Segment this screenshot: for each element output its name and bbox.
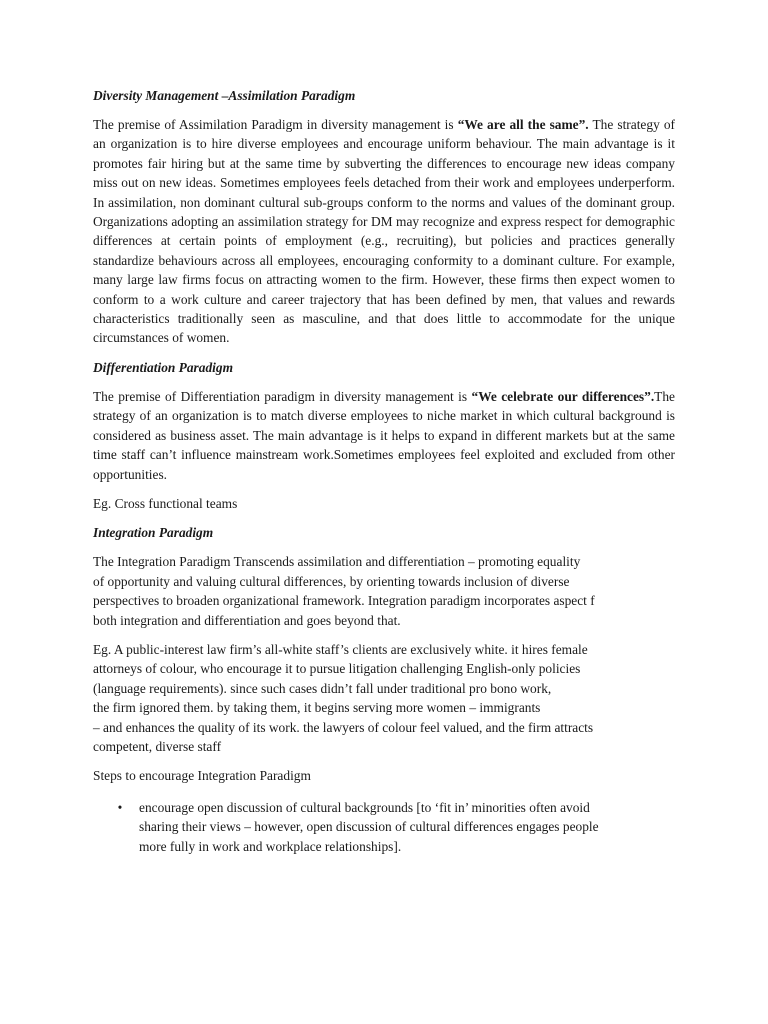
bullet-line: sharing their views – however, open discussion of cultural differences engages people xyxy=(139,819,599,835)
assimilation-paragraph xyxy=(93,115,675,348)
assimilation-motto: “We are all the same”. xyxy=(457,117,589,132)
assimilation-text-start: The premise of Assimilation Paradigm in diversity management is xyxy=(93,117,458,132)
example-line: competent, diverse staff xyxy=(93,738,222,754)
integration-line: The Integration Paradigm Transcends assimilation and differentiation – promoting equality xyxy=(93,554,581,570)
integration-line: perspectives to broaden organizational framework. Integration paradigm incorporates aspect f xyxy=(93,593,595,609)
differentiation-heading: Differentiation Paradigm xyxy=(93,359,233,375)
integration-example xyxy=(93,640,675,756)
example-line: (language requirements). since such cases didn’t fall under traditional pro bono work, xyxy=(93,680,552,696)
integration-line: both integration and differentiation and goes beyond that. xyxy=(93,612,401,628)
differentiation-text-start: The premise of Differentiation paradigm in diversity management is xyxy=(93,388,472,404)
integration-paragraph xyxy=(93,552,675,630)
steps-title: Steps to encourage Integration Paradigm xyxy=(93,768,311,784)
assimilation-text-rest: The strategy of an organization is to hire diverse employees and encourage uniform behaviour. The main advantage is it promotes fair hiring but at the same time by subverting the differences to encourage new ideas company miss out on new ideas. Sometimes employees feels detached from their work and employees underperform. In assimilation, non dominant cultural sub-groups conform to the norms and values of the dominant group. Organizations adopting an assimilation strategy for DM may recognize and express respect for demographic differences at certain points of employment (e.g., recruiting), but policies and practices generally standardize behaviours across all employees, encouraging conformity to a dominant culture. For example, many large law firms focus on attracting women to the firm. However, these firms then expect women to conform to a work culture and career trajectory that has been defined by men, that values and rewards characteristics traditionally seen as masculine, and that does little to accommodate for the unique circumstances of women. xyxy=(93,117,675,346)
assimilation-heading: Diversity Management –Assimilation Paradigm xyxy=(93,88,356,103)
bullet-line: more fully in work and workplace relationships]. xyxy=(139,838,402,854)
document-page xyxy=(93,86,675,856)
bullet-line: encourage open discussion of cultural backgrounds [to ‘fit in’ minorities often avoid xyxy=(139,799,590,815)
integration-heading: Integration Paradigm xyxy=(93,525,214,541)
example-line: attorneys of colour, who encourage it to pursue litigation challenging English-only policies xyxy=(93,661,581,677)
example-line: the firm ignored them. by taking them, it begins serving more women – immigrants xyxy=(93,700,541,716)
integration-line: of opportunity and valuing cultural differences, by orienting towards inclusion of diverse xyxy=(93,573,570,589)
steps-list xyxy=(93,798,675,856)
differentiation-example: Eg. Cross functional teams xyxy=(93,495,238,511)
differentiation-paragraph xyxy=(93,387,675,484)
example-line: – and enhances the quality of its work. the lawyers of colour feel valued, and the firm attracts xyxy=(93,719,594,735)
differentiation-text-rest: The strategy of an organization is to match diverse employees to niche market in which cultural background is considered as business asset. The main advantage is it helps to expand in different markets but at the same time staff can’t influence mainstream work.Sometimes employees feel exploited and excluded from other opportunities. xyxy=(93,388,675,482)
example-line: Eg. A public-interest law firm’s all-white staff’s clients are exclusively white. it hires female xyxy=(93,641,588,657)
list-item xyxy=(93,798,675,856)
differentiation-motto: “We celebrate our differences”. xyxy=(471,388,655,404)
bullet-icon: • xyxy=(117,799,123,815)
